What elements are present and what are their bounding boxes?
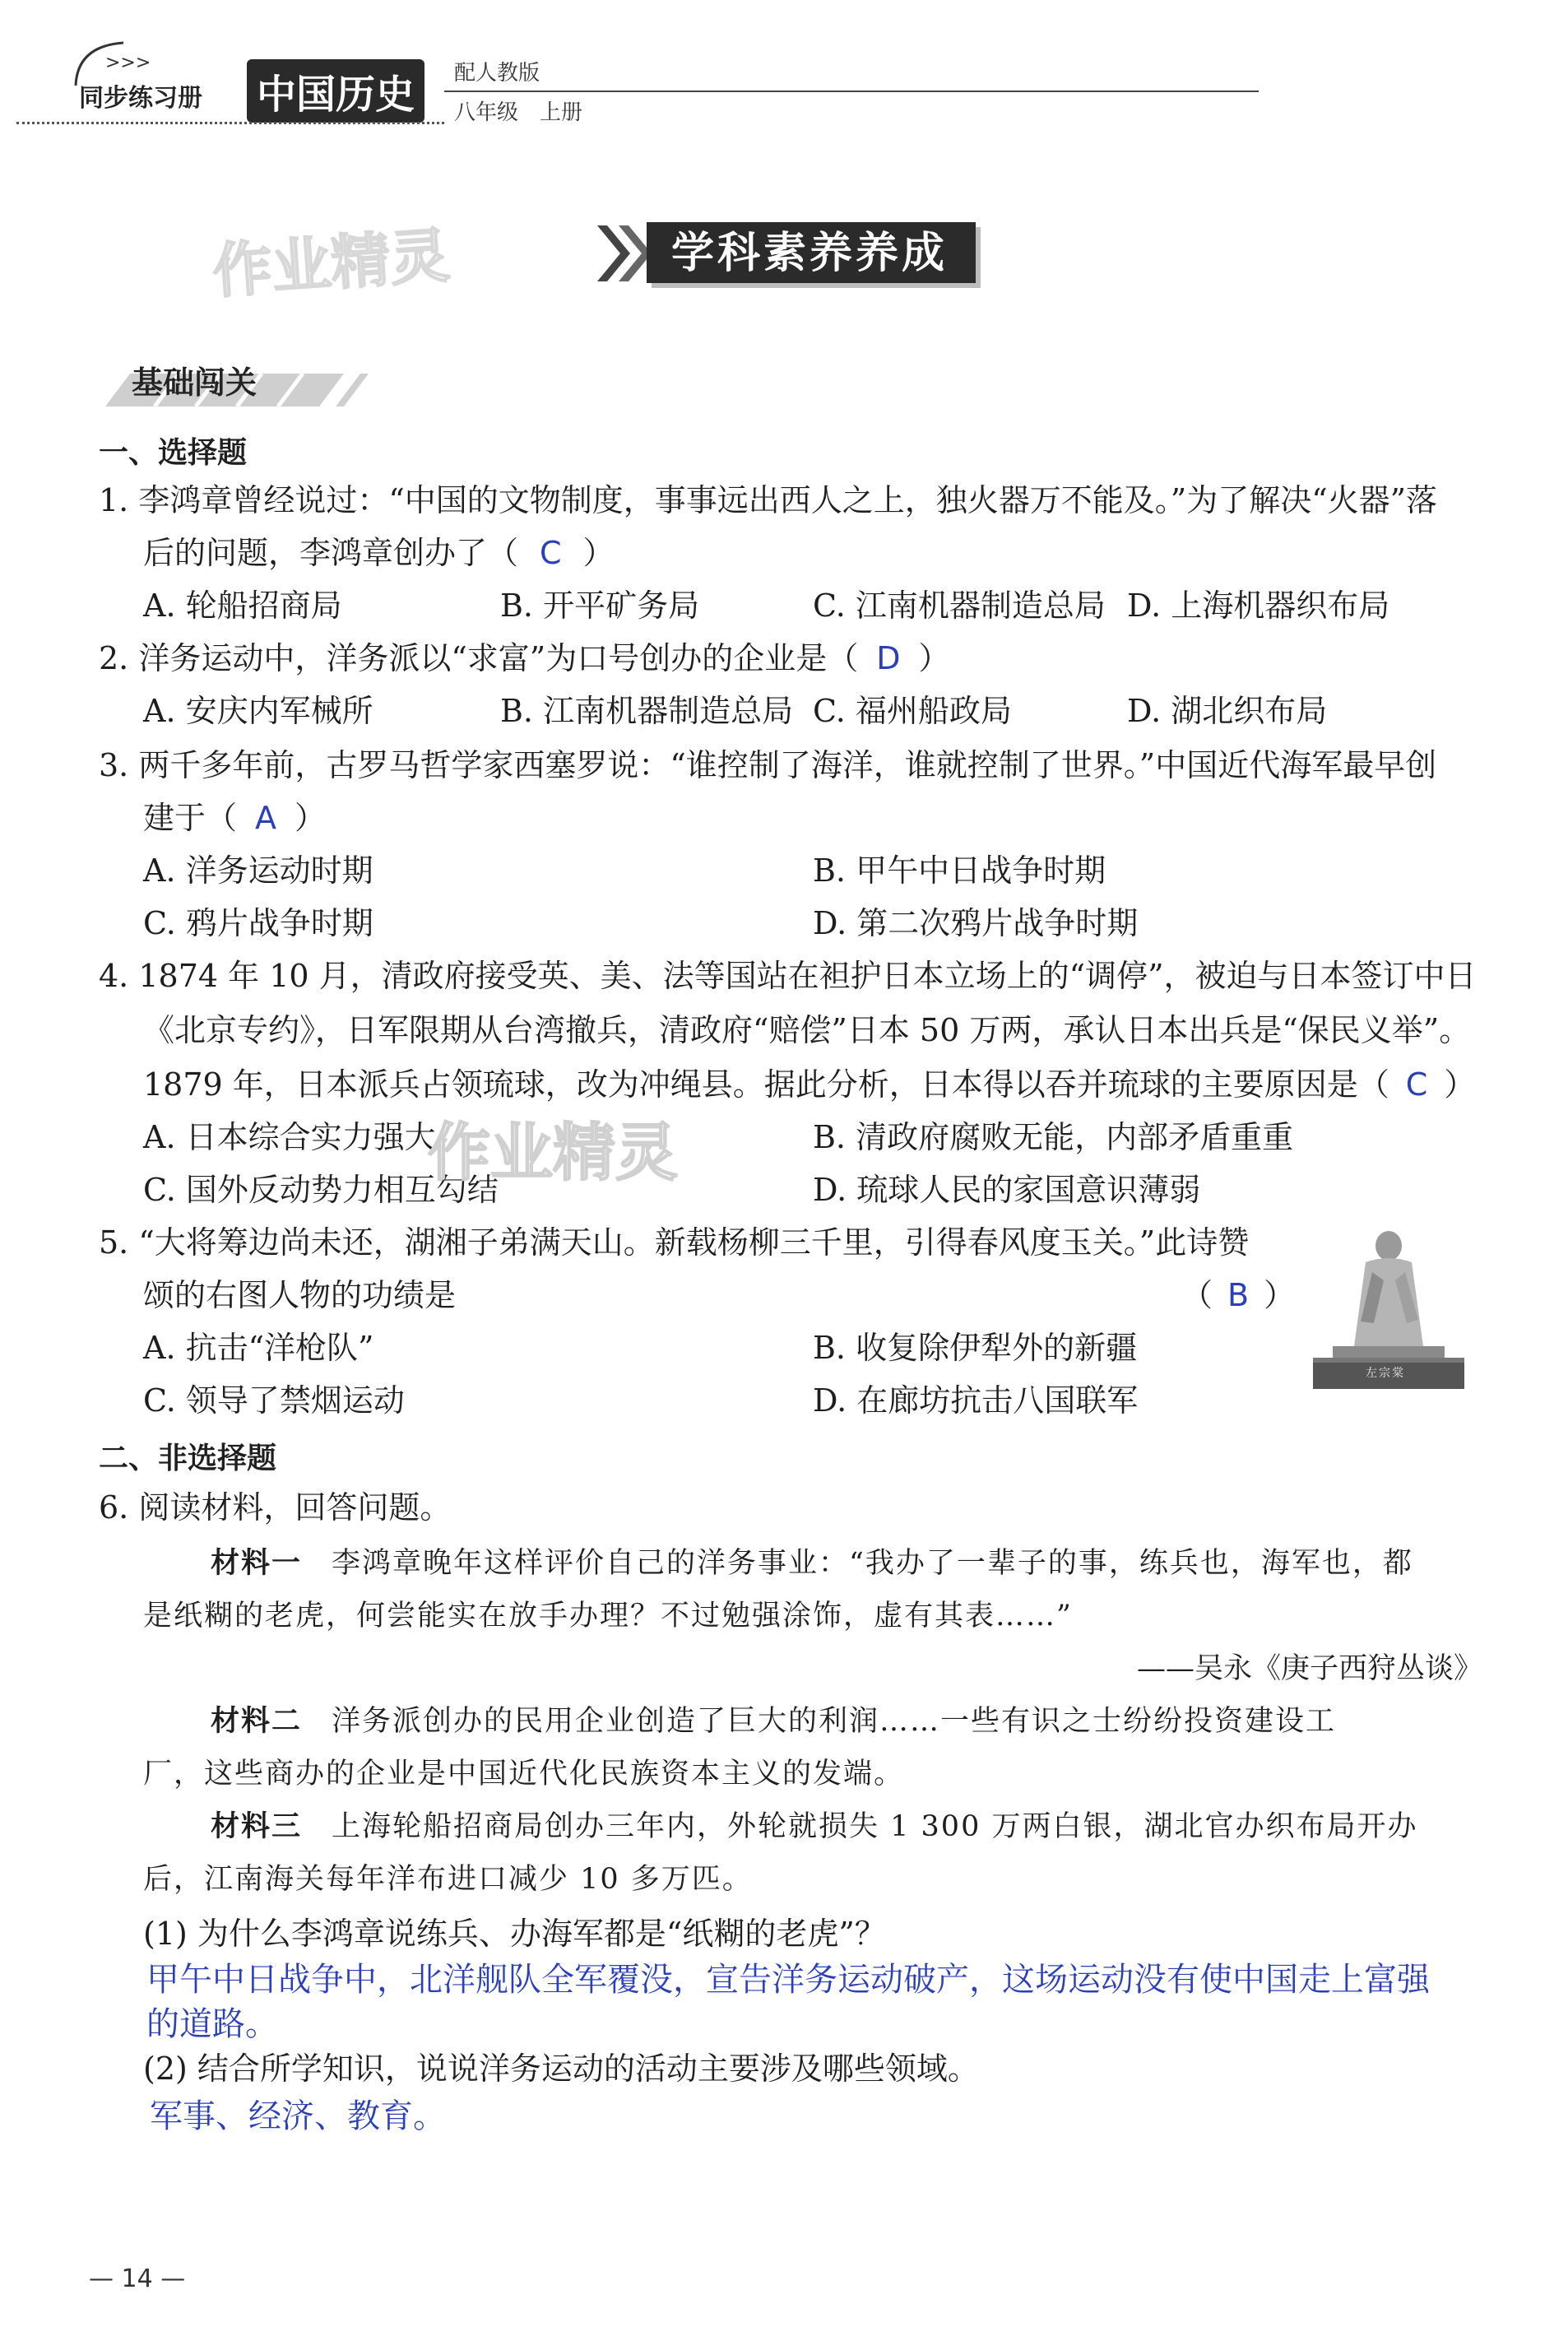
- header-grade: 八年级 上册: [454, 100, 583, 125]
- header-series: 同步练习册: [79, 84, 202, 113]
- header-subject: 中国历史: [247, 59, 424, 123]
- q5-stem-line1: 5. “大将筹边尚未还，湖湘子弟满天山。新载杨柳三千里，引得春风度玉关。”此诗赞: [99, 1224, 1250, 1261]
- page-number: — 14 —: [89, 2264, 186, 2293]
- q6-answer2: 军事、经济、教育。: [150, 2097, 446, 2135]
- q1-option-a: A. 轮船招商局: [143, 588, 342, 624]
- q1-option-b: B. 开平矿务局: [500, 588, 700, 624]
- q6-sub1: (1) 为什么李鸿章说练兵、办海军都是“纸糊的老虎”？: [143, 1916, 886, 1952]
- q3-option-c: C. 鸦片战争时期: [143, 905, 373, 941]
- q3-answer: A: [255, 800, 277, 836]
- banner-title: 学科素养养成: [671, 229, 949, 278]
- q1-answer: C: [540, 535, 562, 571]
- header: [0, 0, 1568, 123]
- q3-stem-line2: 建于（ A ）: [143, 800, 327, 836]
- q6-answer1-line2: 的道路。: [146, 2005, 278, 2043]
- statue-photo: [1308, 1223, 1469, 1392]
- q6-material3-line1: 材料三 上海轮船招商局创办三年内，外轮就损失 1 300 万两白银，湖北官办织布局开办: [211, 1810, 1418, 1843]
- q3-option-b: B. 甲午中日战争时期: [813, 852, 1106, 889]
- watermark-top: 作业精灵: [210, 221, 452, 306]
- q5-stem-line2: 颂的右图人物的功绩是: [143, 1277, 457, 1313]
- q2-option-c: C. 福州船政局: [813, 693, 1012, 729]
- q2-option-a: A. 安庆内军械所: [143, 693, 373, 729]
- q6-material3-label: 材料三: [211, 1810, 303, 1843]
- q6-material2-line1: 材料二 洋务派创办的民用企业创造了巨大的利润……一些有识之士纷纷投资建设工: [211, 1705, 1337, 1738]
- section-banner: [596, 221, 982, 286]
- q2-answer: D: [876, 640, 901, 676]
- q4-stem-line2: 《北京专约》，日军限期从台湾撤兵，清政府“赔偿”日本 50 万两，承认日本出兵是“保民义举”。: [143, 1012, 1471, 1048]
- q6-material1-label: 材料一: [211, 1547, 303, 1580]
- watermark-middle: 作业精灵: [428, 1116, 678, 1189]
- q1-stem-line1: 1. 李鸿章曾经说过：“中国的文物制度，事事远出西人之上，独火器万不能及。”为了解决“火器”落: [99, 482, 1438, 518]
- q1-stem-line2: 后的问题，李鸿章创办了（ C ）: [143, 535, 615, 571]
- q1-option-d: D. 上海机器织布局: [1127, 588, 1390, 624]
- q5-answer: B: [1227, 1277, 1250, 1313]
- q4-option-b: B. 清政府腐败无能，内部矛盾重重: [813, 1119, 1294, 1155]
- q6-material1-source: ——吴永《庚子西狩丛谈》: [1137, 1652, 1483, 1685]
- header-chevrons: >>>: [105, 53, 151, 73]
- q3-option-d: D. 第二次鸦片战争时期: [813, 905, 1139, 941]
- q4-stem-line3: 1879 年，日本派兵占领琉球，改为冲绳县。据此分析，日本得以吞并琉球的主要原因是（ C ）: [143, 1066, 1476, 1103]
- section-title-nonchoice: 二、非选择题: [99, 1442, 277, 1475]
- q4-option-c: C. 国外反动势力相互勾结: [143, 1172, 499, 1208]
- q5-answer-slot: （ B ）: [1181, 1277, 1296, 1313]
- q4-stem-line1: 4. 1874 年 10 月，清政府接受英、美、法等国站在袒护日本立场上的“调停”，被迫与日本签订中日: [99, 958, 1477, 994]
- q6-material1-line1: 材料一 李鸿章晚年这样评价自己的洋务事业：“我办了一辈子的事，练兵也，海军也，都: [211, 1547, 1413, 1580]
- q4-option-d: D. 琉球人民的家国意识薄弱: [813, 1172, 1201, 1208]
- q6-material1-line2: 是纸糊的老虎，何尝能实在放手办理？不过勉强涂饰，虚有其表……”: [143, 1600, 1073, 1633]
- q6-material2-line2: 厂，这些商办的企业是中国近代化民族资本主义的发端。: [143, 1758, 905, 1791]
- q6-material3-line2: 后，江南海关每年洋布进口减少 10 多万匹。: [143, 1863, 753, 1896]
- q5-option-b: B. 收复除伊犁外的新疆: [813, 1330, 1138, 1366]
- q2-option-b: B. 江南机器制造总局: [500, 693, 794, 729]
- q6-material2-label: 材料二: [211, 1705, 303, 1738]
- header-edition: 配人教版: [454, 61, 540, 86]
- q2-stem: 2. 洋务运动中，洋务派以“求富”为口号创办的企业是（ D ）: [99, 640, 950, 676]
- q6-intro: 6. 阅读材料，回答问题。: [99, 1489, 452, 1526]
- q6-answer1-line1: 甲午中日战争中，北洋舰队全军覆没，宣告洋务运动破产，这场运动没有使中国走上富强: [146, 1961, 1430, 1999]
- header-rule: [444, 91, 1259, 92]
- level-tag-label: 基础闯关: [132, 365, 257, 401]
- q3-stem-line1: 3. 两千多年前，古罗马哲学家西塞罗说：“谁控制了海洋，谁就控制了世界。”中国近代海军最早创: [99, 747, 1437, 783]
- q4-option-a: A. 日本综合实力强大: [143, 1119, 436, 1155]
- q3-option-a: A. 洋务运动时期: [143, 852, 373, 889]
- statue-plaque-text: 左宗棠: [1366, 1367, 1405, 1380]
- q2-option-d: D. 湖北织布局: [1127, 693, 1328, 729]
- q6-sub2: (2) 结合所学知识，说说洋务运动的活动主要涉及哪些领域。: [143, 2051, 979, 2087]
- q5-option-d: D. 在廊坊抗击八国联军: [813, 1382, 1139, 1419]
- q5-option-c: C. 领导了禁烟运动: [143, 1382, 405, 1419]
- q5-option-a: A. 抗击“洋枪队”: [143, 1330, 374, 1366]
- chevron-arrows-icon: [596, 225, 653, 283]
- header-dotted-rule: [16, 122, 444, 124]
- q4-answer: C: [1405, 1066, 1428, 1103]
- level-tag: [97, 351, 369, 408]
- q1-option-c: C. 江南机器制造总局: [813, 588, 1106, 624]
- section-title-choice: 一、选择题: [99, 436, 248, 470]
